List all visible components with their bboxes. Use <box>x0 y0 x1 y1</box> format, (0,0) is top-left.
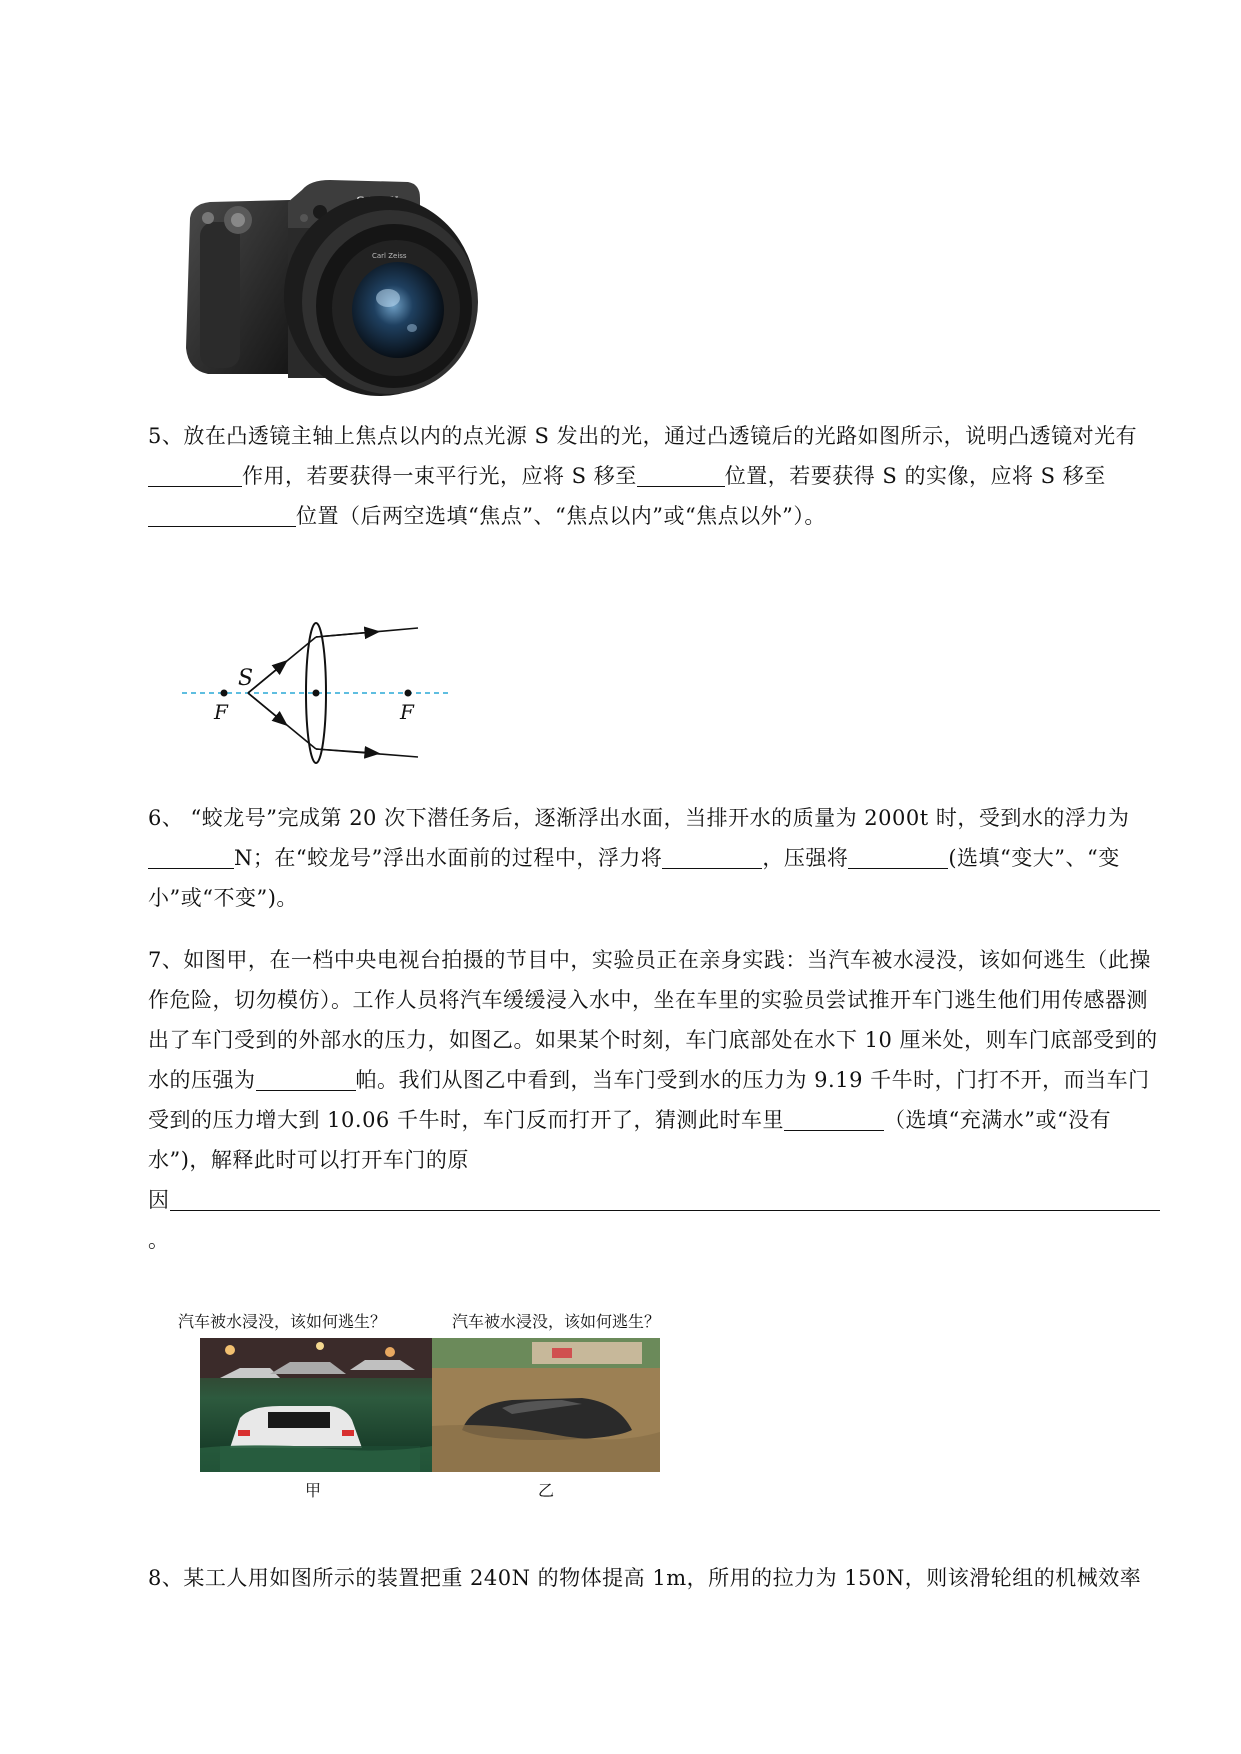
ray-arrow <box>316 749 374 753</box>
question-text: (选填“变大”、“变小”或“不变”)。 <box>148 846 1120 910</box>
answer-blank[interactable] <box>848 844 948 869</box>
answer-blank[interactable] <box>148 502 296 527</box>
question-text: 某工人用如图所示的装置把重 240N 的物体提高 1m，所用的拉力为 150N，则该滑轮组的机械效率 <box>183 1566 1142 1590</box>
lens-brand: Carl Zeiss <box>372 252 407 260</box>
answer-blank[interactable] <box>148 462 242 487</box>
question-text: “蛟龙号”完成第 20 次下潜任务后，逐渐浮出水面，当排开水的质量为 2000t 时，受到水的浮力为 <box>183 806 1130 830</box>
camera-photo <box>180 178 490 414</box>
answer-blank[interactable] <box>148 844 234 869</box>
question-7 <box>148 940 1166 1260</box>
ray-arrow <box>316 632 374 637</box>
question-text: （选填“充满水”或“没有水”)，解释此时可以打开车门的原 <box>148 1108 1112 1172</box>
question-number: 5、 <box>148 424 184 448</box>
label-f-right: F <box>400 700 414 724</box>
answer-blank[interactable] <box>784 1106 884 1131</box>
question-text: 作用，若要获得一束平行光，应将 S 移至 <box>242 464 637 488</box>
question-text: 位置，若要获得 S 的实像，应将 S 移至 <box>724 464 1106 488</box>
answer-blank[interactable] <box>256 1066 356 1091</box>
flood-photo-jia <box>200 1338 432 1472</box>
question-text: 放在凸透镜主轴上焦点以内的点光源 S 发出的光，通过凸透镜后的光路如图所示，说明凸透镜对光有 <box>183 424 1138 448</box>
label-f-left: F <box>214 700 228 724</box>
question-text: 。 <box>148 1228 170 1252</box>
focal-point-left <box>221 690 228 697</box>
answer-blank[interactable] <box>170 1186 1160 1211</box>
label-jia: 甲 <box>305 1481 322 1500</box>
flood-photo-yi <box>432 1338 660 1472</box>
question-text: 因 <box>148 1188 170 1212</box>
question-5 <box>148 416 1166 536</box>
ray-arrow <box>248 664 283 693</box>
question-number: 7、 <box>148 948 184 972</box>
question-8 <box>148 1558 1166 1598</box>
question-text: 如图甲，在一档中央电视台拍摄的节目中，实验员正在亲身实践：当汽车被水浸没，该如何逃生（此操作危险，切勿模仿）。工作人员将汽车缓缓浸入水中，坐在车里的实验员尝试推开车门逃生他们用传感器测出了车门受到的外部水的压力，如图乙。如果某个时刻，车门底部处在水下 10 厘米处，则车门底部受到的水的压强为 <box>148 948 1158 1092</box>
label-yi: 乙 <box>538 1481 555 1500</box>
lens-diagram <box>170 585 460 765</box>
question-text: 位置（后两空选填“焦点”、“焦点以内”或“焦点以外”）。 <box>296 504 826 528</box>
question-number: 6、 <box>148 806 184 830</box>
label-s: S <box>238 666 254 691</box>
answer-blank[interactable] <box>662 844 762 869</box>
question-6 <box>148 798 1166 918</box>
question-text: N；在“蛟龙号”浮出水面前的过程中，浮力将 <box>234 846 663 870</box>
question-number: 8、 <box>148 1566 184 1590</box>
optical-center <box>313 690 320 697</box>
image-title-right: 汽车被水浸没，该如何逃生？ <box>452 1312 661 1331</box>
question-text: ，压强将 <box>762 846 849 870</box>
answer-blank[interactable] <box>637 462 725 487</box>
image-title-left: 汽车被水浸没，该如何逃生？ <box>178 1312 387 1331</box>
focal-point-right <box>405 690 412 697</box>
ray-arrow <box>248 693 283 722</box>
question-text: 帕。我们从图乙中看到，当车门受到水的压力为 9.19 千牛时，门打不开，而当车门受到的压力增大到 10.06 千牛时，车门反而打开了，猜测此时车里 <box>148 1068 1150 1132</box>
